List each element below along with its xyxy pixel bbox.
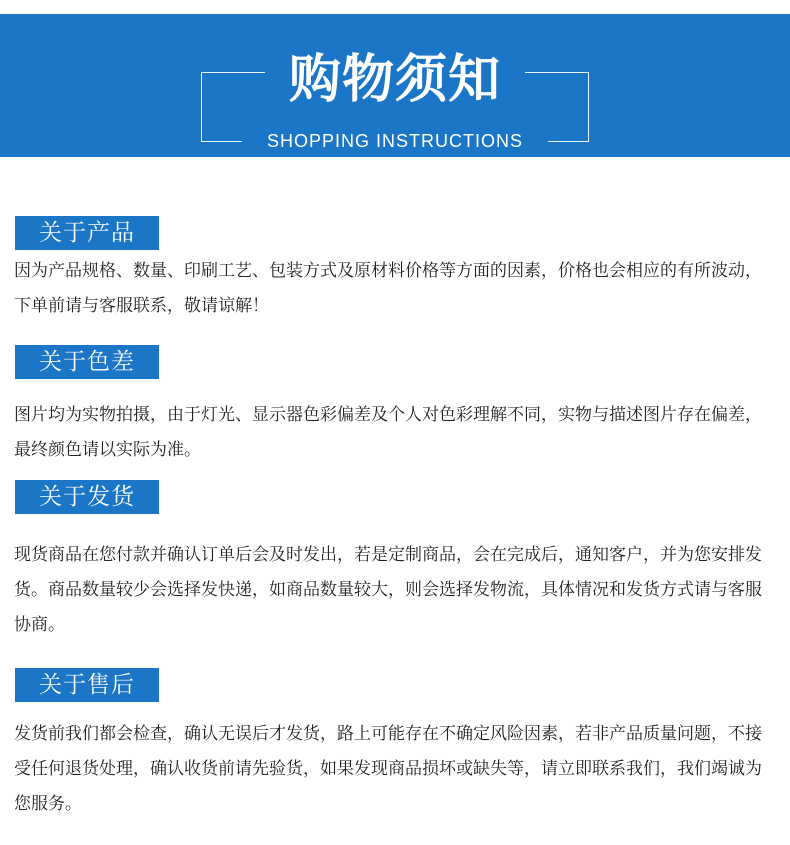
section-heading: 关于产品 xyxy=(15,216,159,250)
section-text: 图片均为实物拍摄，由于灯光、显示器色彩偏差及个人对色彩理解不同，实物与描述图片存在偏差，最终颜色请以实际为准。 xyxy=(14,405,762,460)
section-text: 发货前我们都会检查，确认无误后才发货，路上可能存在不确定风险因素，若非产品质量问题，不接受任何退货处理，确认收货前请先验货，如果发现商品损坏或缺失等，请立即联系我们，我们竭诚为您服务。 xyxy=(14,724,762,814)
section-text: 因为产品规格、数量、印刷工艺、包装方式及原材料价格等方面的因素，价格也会相应的有所波动，下单前请与客服联系，敬请谅解！ xyxy=(14,261,762,316)
section-heading: 关于售后 xyxy=(15,668,159,702)
section-heading: 关于发货 xyxy=(15,480,159,514)
section-heading: 关于色差 xyxy=(15,345,159,379)
header-banner xyxy=(0,14,790,157)
section-text: 现货商品在您付款并确认订单后会及时发出，若是定制商品，会在完成后，通知客户，并为您安排发货。商品数量较少会选择发快递，如商品数量较大，则会选择发物流，具体情况和发货方式请与客服协商。 xyxy=(14,545,762,635)
page-title: 购物须知 xyxy=(265,42,525,118)
page-subtitle: SHOPPING INSTRUCTIONS xyxy=(242,127,548,155)
